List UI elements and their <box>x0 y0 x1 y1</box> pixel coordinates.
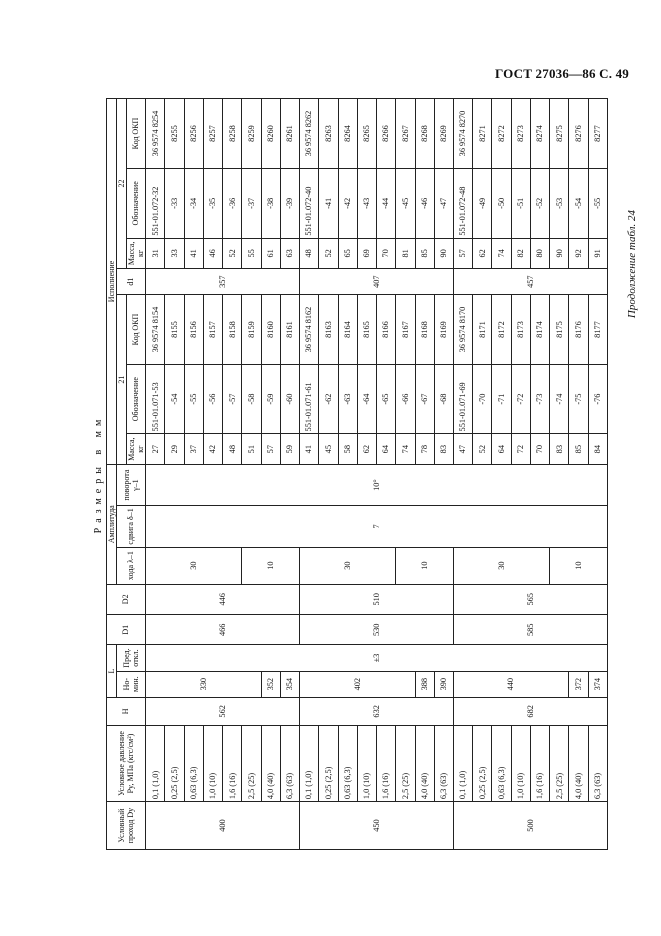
designation21-cell: -60 <box>280 364 299 434</box>
stroke-cell: 30 <box>300 547 396 584</box>
okp21-cell: 36 9574 8170 <box>454 295 473 365</box>
mass21-cell: 72 <box>511 434 530 464</box>
designation22-cell: -34 <box>184 169 203 239</box>
designation21-cell: -74 <box>550 364 569 434</box>
stroke-cell: 10 <box>396 547 454 584</box>
designation21-cell: -70 <box>473 364 492 434</box>
pressure-cell: 6,3 (63) <box>588 725 607 801</box>
okp22-cell: 8259 <box>242 99 261 169</box>
designation21-cell: -62 <box>319 364 338 434</box>
d1-cell: 457 <box>454 269 608 295</box>
designation21-cell: -67 <box>415 364 434 434</box>
okp21-cell: 8173 <box>511 295 530 365</box>
col-mass-21: Масса, кг <box>126 434 145 464</box>
designation21-cell: -54 <box>165 364 184 434</box>
okp22-cell: 8277 <box>588 99 607 169</box>
mass22-cell: 55 <box>242 238 261 268</box>
okp21-cell: 8163 <box>319 295 338 365</box>
d1-outer-cell: 585 <box>454 615 608 645</box>
stroke-cell: 30 <box>146 547 242 584</box>
designation22-cell: -49 <box>473 169 492 239</box>
okp21-cell: 8176 <box>569 295 588 365</box>
l-dev-cell: ±3 <box>146 645 608 671</box>
l-nom-cell: 354 <box>280 671 299 697</box>
shift-cell: 7 <box>146 506 608 547</box>
mass21-cell: 51 <box>242 434 261 464</box>
col-turn: поворота γ–1 <box>116 464 146 505</box>
designation22-cell: -52 <box>530 169 549 239</box>
designation22-cell: -45 <box>396 169 415 239</box>
d1-cell: 357 <box>146 269 300 295</box>
okp22-cell: 8268 <box>415 99 434 169</box>
pressure-cell: 0,1 (1,0) <box>146 725 165 801</box>
col-L-nom: Но-мин. <box>116 671 146 697</box>
mass22-cell: 52 <box>319 238 338 268</box>
l-nom-cell: 390 <box>434 671 453 697</box>
h-cell: 632 <box>300 697 454 725</box>
designation22-cell: -43 <box>357 169 376 239</box>
designation21-cell: -73 <box>530 364 549 434</box>
okp21-cell: 8156 <box>184 295 203 365</box>
mass21-cell: 27 <box>146 434 165 464</box>
okp21-cell: 8177 <box>588 295 607 365</box>
mass22-cell: 85 <box>415 238 434 268</box>
okp22-cell: 8275 <box>550 99 569 169</box>
mass22-cell: 90 <box>550 238 569 268</box>
mass21-cell: 62 <box>357 434 376 464</box>
mass22-cell: 48 <box>300 238 319 268</box>
pressure-cell: 6,3 (63) <box>434 725 453 801</box>
okp21-cell: 8171 <box>473 295 492 365</box>
designation21-cell: -57 <box>223 364 242 434</box>
designation21-cell: 551-01.071-69 <box>454 364 473 434</box>
okp22-cell: 36 9574 8270 <box>454 99 473 169</box>
okp22-cell: 8257 <box>203 99 222 169</box>
designation22-cell: -44 <box>377 169 396 239</box>
pressure-cell: 6,3 (63) <box>280 725 299 801</box>
mass21-cell: 70 <box>530 434 549 464</box>
okp21-cell: 8165 <box>357 295 376 365</box>
pressure-cell: 1,0 (10) <box>511 725 530 801</box>
designation22-cell: -54 <box>569 169 588 239</box>
mass22-cell: 80 <box>530 238 549 268</box>
okp22-cell: 8267 <box>396 99 415 169</box>
continuation-note: Продолжение табл. 24 <box>626 210 638 319</box>
col-ex22: 22 <box>116 99 126 269</box>
designation22-cell: 551-01.072-48 <box>454 169 473 239</box>
okp21-cell: 8160 <box>261 295 280 365</box>
l-nom-cell: 374 <box>588 671 607 697</box>
col-execution: Исполнение <box>106 99 116 465</box>
l-nom-cell: 330 <box>146 671 261 697</box>
mass22-cell: 46 <box>203 238 222 268</box>
mass21-cell: 83 <box>434 434 453 464</box>
okp22-cell: 8258 <box>223 99 242 169</box>
col-okp-22: Код ОКП <box>126 99 145 169</box>
d2-cell: 565 <box>454 584 608 614</box>
col-okp-21: Код ОКП <box>126 295 145 365</box>
stroke-cell: 30 <box>454 547 550 584</box>
mass22-cell: 82 <box>511 238 530 268</box>
mass21-cell: 83 <box>550 434 569 464</box>
pressure-cell: 1,6 (16) <box>377 725 396 801</box>
okp21-cell: 8155 <box>165 295 184 365</box>
col-D2: D2 <box>106 584 146 614</box>
standard-header: ГОСТ 27036—86 С. 49 <box>495 66 629 81</box>
d2-cell: 510 <box>300 584 454 614</box>
designation21-cell: -59 <box>261 364 280 434</box>
mass21-cell: 42 <box>203 434 222 464</box>
col-d1: d1 <box>116 269 146 295</box>
col-stroke: хода λ–1 <box>116 547 146 584</box>
mass21-cell: 85 <box>569 434 588 464</box>
pressure-cell: 0,63 (6,3) <box>338 725 357 801</box>
mass22-cell: 52 <box>223 238 242 268</box>
dimensions-table <box>92 98 608 850</box>
designation21-cell: -72 <box>511 364 530 434</box>
pressure-cell: 0,25 (2,5) <box>319 725 338 801</box>
okp21-cell: 36 9574 8162 <box>300 295 319 365</box>
okp22-cell: 8273 <box>511 99 530 169</box>
d1-outer-cell: 530 <box>300 615 454 645</box>
turn-cell: 10° <box>146 464 608 505</box>
okp21-cell: 8172 <box>492 295 511 365</box>
designation22-cell: 551-01.072-32 <box>146 169 165 239</box>
col-L-dev: Пред. откл. <box>116 645 146 671</box>
col-shift: сдвига δ–1 <box>116 506 146 547</box>
col-ex21: 21 <box>116 295 126 465</box>
col-L: L <box>106 645 116 697</box>
mass22-cell: 65 <box>338 238 357 268</box>
designation22-cell: -47 <box>434 169 453 239</box>
designation22-cell: -35 <box>203 169 222 239</box>
mass21-cell: 41 <box>300 434 319 464</box>
designation22-cell: -42 <box>338 169 357 239</box>
okp22-cell: 36 9574 8262 <box>300 99 319 169</box>
mass22-cell: 70 <box>377 238 396 268</box>
pressure-cell: 1,6 (16) <box>223 725 242 801</box>
designation21-cell: -75 <box>569 364 588 434</box>
designation21-cell: 551-01.071-53 <box>146 364 165 434</box>
mass21-cell: 37 <box>184 434 203 464</box>
mass22-cell: 69 <box>357 238 376 268</box>
okp22-cell: 8264 <box>338 99 357 169</box>
stroke-cell: 10 <box>550 547 608 584</box>
mass22-cell: 41 <box>184 238 203 268</box>
pressure-cell: 4,0 (40) <box>569 725 588 801</box>
okp21-cell: 8157 <box>203 295 222 365</box>
pressure-cell: 0,25 (2,5) <box>473 725 492 801</box>
pressure-cell: 0,1 (1,0) <box>300 725 319 801</box>
okp22-cell: 8260 <box>261 99 280 169</box>
h-cell: 682 <box>454 697 608 725</box>
col-H: H <box>106 697 146 725</box>
pressure-cell: 1,6 (16) <box>530 725 549 801</box>
okp22-cell: 8266 <box>377 99 396 169</box>
mass21-cell: 48 <box>223 434 242 464</box>
okp21-cell: 8175 <box>550 295 569 365</box>
okp22-cell: 8276 <box>569 99 588 169</box>
col-designation-21: Обозначение <box>126 364 145 434</box>
stroke-cell: 10 <box>242 547 300 584</box>
designation21-cell: -68 <box>434 364 453 434</box>
dn-cell: 400 <box>146 802 300 850</box>
table-body <box>146 99 608 850</box>
designation21-cell: -56 <box>203 364 222 434</box>
pressure-cell: 1,0 (10) <box>203 725 222 801</box>
col-pressure: Условное давление Py, МПа (кгс/см²) <box>106 725 146 801</box>
col-designation-22: Обозначение <box>126 169 145 239</box>
designation22-cell: -33 <box>165 169 184 239</box>
mass21-cell: 64 <box>492 434 511 464</box>
okp22-cell: 8265 <box>357 99 376 169</box>
mass22-cell: 74 <box>492 238 511 268</box>
designation21-cell: -55 <box>184 364 203 434</box>
pressure-cell: 4,0 (40) <box>261 725 280 801</box>
pressure-cell: 2,5 (25) <box>242 725 261 801</box>
mass22-cell: 81 <box>396 238 415 268</box>
pressure-cell: 2,5 (25) <box>550 725 569 801</box>
designation21-cell: -71 <box>492 364 511 434</box>
mass21-cell: 64 <box>377 434 396 464</box>
mass21-cell: 47 <box>454 434 473 464</box>
mass21-cell: 84 <box>588 434 607 464</box>
dimensions-caption: Размеры в мм <box>93 414 104 534</box>
designation22-cell: -50 <box>492 169 511 239</box>
okp21-cell: 8168 <box>415 295 434 365</box>
designation22-cell: -38 <box>261 169 280 239</box>
l-nom-cell: 440 <box>454 671 569 697</box>
rotated-table-area <box>92 98 608 850</box>
h-cell: 562 <box>146 697 300 725</box>
okp21-cell: 8167 <box>396 295 415 365</box>
pressure-cell: 1,0 (10) <box>357 725 376 801</box>
mass21-cell: 78 <box>415 434 434 464</box>
okp21-cell: 8158 <box>223 295 242 365</box>
dn-cell: 500 <box>454 802 608 850</box>
okp22-cell: 36 9574 8254 <box>146 99 165 169</box>
mass22-cell: 61 <box>261 238 280 268</box>
okp22-cell: 8272 <box>492 99 511 169</box>
designation21-cell: -58 <box>242 364 261 434</box>
col-dn: Условный проход Dy <box>106 802 146 850</box>
okp22-cell: 8255 <box>165 99 184 169</box>
table-row <box>146 99 165 850</box>
designation21-cell: -76 <box>588 364 607 434</box>
okp22-cell: 8256 <box>184 99 203 169</box>
okp21-cell: 8159 <box>242 295 261 365</box>
okp21-cell: 8164 <box>338 295 357 365</box>
dn-cell: 450 <box>300 802 454 850</box>
designation22-cell: -36 <box>223 169 242 239</box>
l-nom-cell: 402 <box>300 671 415 697</box>
mass21-cell: 58 <box>338 434 357 464</box>
okp21-cell: 8166 <box>377 295 396 365</box>
designation21-cell: -64 <box>357 364 376 434</box>
pressure-cell: 0,63 (6,3) <box>184 725 203 801</box>
mass22-cell: 63 <box>280 238 299 268</box>
d2-cell: 446 <box>146 584 300 614</box>
d1-cell: 407 <box>300 269 454 295</box>
mass21-cell: 57 <box>261 434 280 464</box>
designation21-cell: -65 <box>377 364 396 434</box>
rotated-content <box>92 98 608 850</box>
pressure-cell: 0,25 (2,5) <box>165 725 184 801</box>
designation22-cell: -41 <box>319 169 338 239</box>
okp21-cell: 8169 <box>434 295 453 365</box>
mass22-cell: 90 <box>434 238 453 268</box>
designation21-cell: -63 <box>338 364 357 434</box>
mass22-cell: 62 <box>473 238 492 268</box>
d1-outer-cell: 466 <box>146 615 300 645</box>
mass21-cell: 29 <box>165 434 184 464</box>
okp22-cell: 8263 <box>319 99 338 169</box>
pressure-cell: 2,5 (25) <box>396 725 415 801</box>
designation22-cell: -55 <box>588 169 607 239</box>
okp22-cell: 8261 <box>280 99 299 169</box>
designation21-cell: -66 <box>396 364 415 434</box>
designation22-cell: -46 <box>415 169 434 239</box>
mass22-cell: 92 <box>569 238 588 268</box>
col-D1: D1 <box>106 615 146 645</box>
mass22-cell: 33 <box>165 238 184 268</box>
designation22-cell: 551-01.072-40 <box>300 169 319 239</box>
pressure-cell: 0,63 (6,3) <box>492 725 511 801</box>
pressure-cell: 4,0 (40) <box>415 725 434 801</box>
okp22-cell: 8269 <box>434 99 453 169</box>
mass22-cell: 57 <box>454 238 473 268</box>
l-nom-cell: 372 <box>569 671 588 697</box>
okp21-cell: 8161 <box>280 295 299 365</box>
okp22-cell: 8274 <box>530 99 549 169</box>
mass22-cell: 91 <box>588 238 607 268</box>
okp22-cell: 8271 <box>473 99 492 169</box>
okp21-cell: 36 9574 8154 <box>146 295 165 365</box>
mass21-cell: 45 <box>319 434 338 464</box>
mass22-cell: 31 <box>146 238 165 268</box>
mass21-cell: 52 <box>473 434 492 464</box>
okp21-cell: 8174 <box>530 295 549 365</box>
designation22-cell: -39 <box>280 169 299 239</box>
l-nom-cell: 388 <box>415 671 434 697</box>
designation22-cell: -37 <box>242 169 261 239</box>
pressure-cell: 0,1 (1,0) <box>454 725 473 801</box>
designation22-cell: -51 <box>511 169 530 239</box>
mass21-cell: 59 <box>280 434 299 464</box>
designation22-cell: -53 <box>550 169 569 239</box>
l-nom-cell: 352 <box>261 671 280 697</box>
col-mass-22: Масса, кг <box>126 238 145 268</box>
mass21-cell: 74 <box>396 434 415 464</box>
designation21-cell: 551-01.071-61 <box>300 364 319 434</box>
col-amplitude: Амплитуда <box>106 464 116 584</box>
